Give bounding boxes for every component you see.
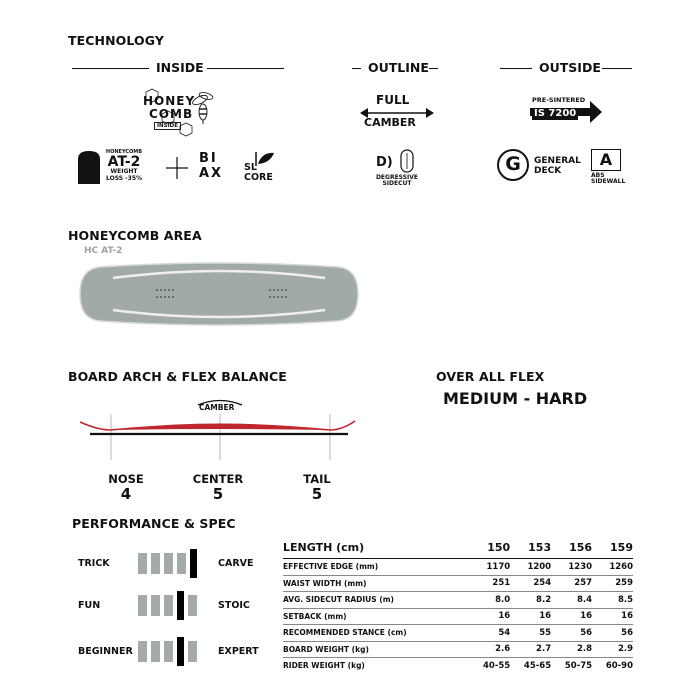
outline-rule-right <box>429 68 438 69</box>
scale-step <box>188 595 197 616</box>
honeycomb-line1: HONEY <box>143 94 196 108</box>
honeycomb-area-title: HONEYCOMB AREA <box>68 228 202 243</box>
outside-title: OUTSIDE <box>539 60 601 75</box>
scale-marker <box>177 637 184 666</box>
scale-step <box>151 553 160 574</box>
sidecut-line2: SIDECUT <box>382 180 412 188</box>
spec-cell: 40-55 <box>482 660 511 671</box>
spec-cell: 60-90 <box>605 660 633 671</box>
outside-rule-left <box>500 68 532 69</box>
scale-step <box>138 595 147 616</box>
spec-cell: 2.7 <box>510 641 551 658</box>
spec-cell: 8.0 <box>469 592 510 609</box>
spec-header-cell: 153 <box>510 541 551 559</box>
spec-cell: 16 <box>469 608 510 625</box>
biax-cross-icon <box>166 157 188 179</box>
scale-marker <box>190 549 197 578</box>
spec-cell: 56 <box>551 625 592 642</box>
scale-step <box>177 553 186 574</box>
spec-row-label: AVG. SIDECUT RADIUS (m) <box>283 592 469 609</box>
outline-rule-left <box>352 68 361 69</box>
spec-cell: 2.9 <box>592 641 633 658</box>
at2-sub1: WEIGHT <box>110 168 138 176</box>
sidecut-label <box>374 175 420 188</box>
at2-badge <box>103 150 145 182</box>
arch-profile-diagram <box>80 388 360 466</box>
sidecut-line1: DEGRESSIVE <box>375 174 419 181</box>
at2-top: HONEYCOMB <box>105 149 143 155</box>
outline-title: OUTLINE <box>368 60 429 75</box>
table-row <box>283 658 633 674</box>
carve-label: CARVE <box>218 558 254 569</box>
spec-cell: 45-65 <box>523 660 552 671</box>
sidewall-label <box>591 173 627 186</box>
spec-header-cell: 150 <box>469 541 510 559</box>
board-top-view <box>78 260 360 328</box>
tail-label: TAIL <box>303 472 331 486</box>
honeycomb-line3: INSIDE <box>154 122 181 130</box>
full-camber-logo <box>360 93 434 135</box>
sidecut-icon <box>376 148 416 174</box>
spec-cell: 56 <box>592 625 633 642</box>
spec-cell: 251 <box>469 575 510 592</box>
board-silhouette-icon <box>76 150 102 184</box>
trick-label: TRICK <box>78 558 110 569</box>
svg-text:D): D) <box>376 155 393 170</box>
scale-step <box>164 641 173 662</box>
spec-row-label: RIDER WEIGHT (kg) <box>283 661 365 671</box>
center-label: CENTER <box>192 472 244 486</box>
performance-title: PERFORMANCE & SPEC <box>72 516 236 531</box>
scale-step <box>151 595 160 616</box>
spec-row-label: WAIST WIDTH (mm) <box>283 575 469 592</box>
spec-cell: 259 <box>592 575 633 592</box>
camber-arc-icon <box>198 401 242 406</box>
spec-cell: 8.2 <box>510 592 551 609</box>
stoic-label: STOIC <box>218 600 250 611</box>
slcore-label <box>244 163 273 184</box>
at2-sub2: LOSS -35% <box>105 174 143 182</box>
spec-header-cell: LENGTH (cm) <box>283 541 469 559</box>
center-value: 5 <box>212 485 224 503</box>
arch-profile-label: CAMBER <box>199 403 235 412</box>
table-row <box>283 559 633 576</box>
technology-title: TECHNOLOGY <box>68 33 164 48</box>
abs-sidewall-icon: A <box>591 149 621 171</box>
camber-line2: CAMBER <box>364 116 416 129</box>
spec-table <box>283 541 633 674</box>
base-line2: IS 7200 <box>534 108 577 119</box>
spec-row-label: SETBACK (mm) <box>283 608 469 625</box>
spec-cell: 1200 <box>510 559 551 576</box>
fun-stoic-scale <box>138 595 197 620</box>
spec-header-cell: 159 <box>592 541 633 559</box>
scale-step <box>138 641 147 662</box>
deck-label <box>534 157 581 177</box>
tail-value: 5 <box>311 485 323 503</box>
biax-label <box>199 152 223 182</box>
spec-cell: 8.5 <box>592 592 633 609</box>
arch-title: BOARD ARCH & FLEX BALANCE <box>68 369 287 384</box>
honeycomb-logo <box>140 88 216 148</box>
spec-cell: 1230 <box>551 559 592 576</box>
at2-main: AT-2 <box>107 154 141 171</box>
deck-line2: DECK <box>534 165 562 176</box>
spec-cell: 1170 <box>469 559 510 576</box>
spec-cell: 16 <box>551 608 592 625</box>
base-line1: PRE-SINTERED <box>532 96 586 104</box>
spec-cell: 54 <box>469 625 510 642</box>
sidewall-line2: SIDEWALL <box>591 178 626 186</box>
table-row <box>283 641 633 658</box>
spec-row-label: EFFECTIVE EDGE (mm) <box>283 559 469 576</box>
overall-flex-title: OVER ALL FLEX <box>436 369 545 384</box>
spec-header-row <box>283 541 633 559</box>
biax-line2: AX <box>199 165 224 181</box>
camber-line1: FULL <box>376 93 410 107</box>
sidewall-line1: ABS <box>591 172 605 179</box>
spec-cell: 50-75 <box>564 660 593 671</box>
spec-cell: 55 <box>510 625 551 642</box>
beginner-label: BEGINNER <box>78 646 133 657</box>
scale-step <box>138 553 147 574</box>
scale-step <box>164 595 173 616</box>
table-row <box>283 608 633 625</box>
scale-step <box>164 553 173 574</box>
spec-cell: 16 <box>592 608 633 625</box>
nose-label: NOSE <box>108 472 144 486</box>
nose-value: 4 <box>120 485 132 503</box>
spec-row-label: RECOMMENDED STANCE (cm) <box>283 625 469 642</box>
spec-cell: 8.4 <box>551 592 592 609</box>
general-deck-icon: G <box>497 149 529 181</box>
spec-header-cell: 156 <box>551 541 592 559</box>
scale-step <box>151 641 160 662</box>
honeycomb-area-subtitle: HC AT-2 <box>84 246 123 256</box>
spec-cell: 2.6 <box>469 641 510 658</box>
spec-cell: 16 <box>510 608 551 625</box>
table-row <box>283 575 633 592</box>
overall-flex-value: MEDIUM - HARD <box>443 389 588 408</box>
honeycomb-line2: COMB <box>149 107 194 121</box>
spec-cell: 1260 <box>592 559 633 576</box>
trick-carve-scale <box>138 553 197 578</box>
spec-cell: 257 <box>551 575 592 592</box>
scale-step <box>188 641 197 662</box>
spec-cell: 254 <box>510 575 551 592</box>
spec-row-label: BOARD WEIGHT (kg) <box>283 641 469 658</box>
slcore-line2: CORE <box>244 172 273 184</box>
sintered-base-logo <box>528 96 602 130</box>
biax-line1: BI <box>199 151 218 166</box>
deck-line1: GENERAL <box>534 156 581 166</box>
inside-rule-right <box>207 68 284 69</box>
spec-cell: 2.8 <box>551 641 592 658</box>
outside-rule-right <box>602 68 632 69</box>
slcore-line1: SL <box>244 162 257 173</box>
expert-label: EXPERT <box>218 646 259 657</box>
inside-rule-left <box>72 68 149 69</box>
table-row <box>283 592 633 609</box>
fun-label: FUN <box>78 600 101 611</box>
scale-marker <box>177 591 184 620</box>
beginner-expert-scale <box>138 641 197 666</box>
table-row <box>283 625 633 642</box>
inside-title: INSIDE <box>156 60 204 75</box>
